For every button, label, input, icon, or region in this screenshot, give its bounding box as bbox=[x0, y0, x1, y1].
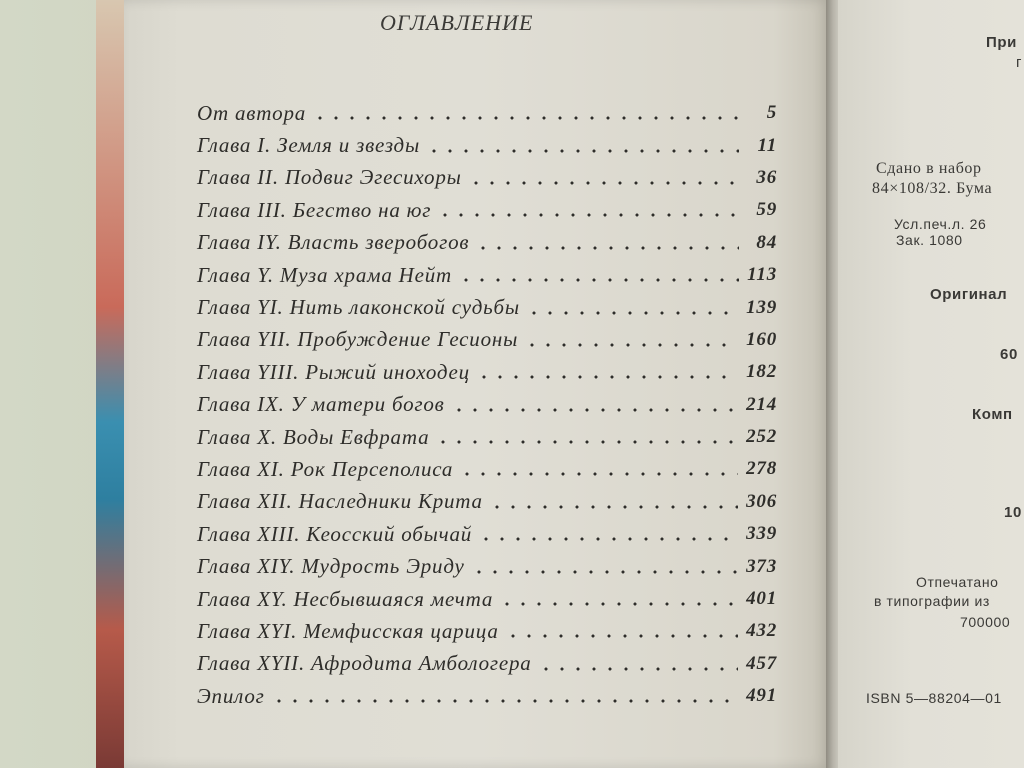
toc-entry-page: 278 bbox=[746, 458, 777, 480]
toc-entry-title: Глава XI. Рок Персеполиса bbox=[197, 456, 454, 481]
toc-entry-page: 139 bbox=[746, 296, 777, 318]
imprint-line: 84×108/32. Бума bbox=[872, 180, 993, 197]
toc-leader-dots bbox=[459, 472, 738, 476]
right-page bbox=[838, 0, 1024, 768]
toc-entry-page: 160 bbox=[746, 328, 777, 350]
toc-entry bbox=[197, 259, 777, 291]
toc-entry bbox=[197, 356, 777, 388]
toc-entry-title: Глава YIII. Рыжий иноходец bbox=[197, 359, 470, 384]
toc-entry-title: Глава XIII. Кеосский обычай bbox=[197, 521, 473, 546]
toc-entry-page: 432 bbox=[746, 620, 777, 642]
toc-entry-page: 59 bbox=[756, 199, 777, 221]
toc-leader-dots bbox=[471, 570, 738, 574]
toc-entry-page: 84 bbox=[756, 231, 777, 253]
toc-entry bbox=[197, 194, 777, 226]
toc-entry-title: Глава IY. Власть зверобогов bbox=[197, 230, 470, 255]
toc-entry-page: 36 bbox=[756, 166, 777, 188]
toc-entry bbox=[197, 389, 777, 421]
toc-leader-dots bbox=[475, 246, 739, 250]
toc-leader-dots bbox=[476, 375, 738, 379]
toc-entry bbox=[197, 648, 777, 680]
toc-entry-title: Глава XY. Несбывшаяся мечта bbox=[197, 586, 494, 611]
toc-entry bbox=[197, 97, 777, 129]
toc-leader-dots bbox=[505, 634, 738, 638]
toc-entry bbox=[197, 227, 777, 259]
toc-leader-dots bbox=[526, 311, 738, 315]
toc-entry-title: Глава III. Бегство на юг bbox=[197, 197, 432, 222]
toc-entry-page: 457 bbox=[746, 652, 777, 674]
isbn-line: ISBN 5—88204—01 bbox=[866, 690, 1002, 706]
toc-heading: ОГЛАВЛЕНИЕ bbox=[380, 10, 534, 35]
toc-entry-page: 214 bbox=[746, 393, 777, 415]
toc-leader-dots bbox=[524, 343, 738, 347]
toc-entry-page: 339 bbox=[746, 523, 777, 545]
toc-entry-page: 401 bbox=[746, 588, 777, 610]
toc-entry-page: 182 bbox=[746, 361, 777, 383]
imprint-line: Комп bbox=[972, 406, 1013, 423]
toc-entry-title: Глава XIY. Мудрость Эриду bbox=[197, 554, 465, 579]
toc-entry bbox=[197, 518, 777, 550]
toc-entry-title: Глава Y. Муза храма Нейт bbox=[197, 262, 453, 287]
toc-entry bbox=[197, 421, 777, 453]
imprint-line: Оригинал bbox=[930, 286, 1008, 303]
toc-entry-title: Глава XYII. Афродита Амбологера bbox=[197, 651, 532, 676]
toc-entry-title: Глава II. Подвиг Эгесихоры bbox=[197, 165, 462, 190]
toc-entry-title: Глава YI. Нить лаконской судьбы bbox=[197, 295, 520, 320]
toc-entry-page: 252 bbox=[746, 426, 777, 448]
imprint-line: в типографии из bbox=[874, 593, 990, 609]
toc-entry bbox=[197, 291, 777, 323]
toc-entry bbox=[197, 453, 777, 485]
toc-entry bbox=[197, 324, 777, 356]
imprint-line: 10 bbox=[1004, 504, 1022, 521]
toc-entry-title: Эпилог bbox=[197, 683, 265, 708]
toc-entry bbox=[197, 680, 777, 712]
toc-leader-dots bbox=[538, 667, 738, 671]
toc-entry-title: Глава X. Воды Евфрата bbox=[197, 424, 430, 449]
toc-leader-dots bbox=[437, 213, 739, 217]
toc-entry-page: 113 bbox=[747, 264, 777, 286]
toc-leader-dots bbox=[271, 699, 738, 703]
imprint-line: г bbox=[1016, 54, 1023, 71]
imprint-line: Усл.печ.л. 26 bbox=[894, 216, 987, 232]
toc-entry bbox=[197, 615, 777, 647]
toc-entry-page: 11 bbox=[757, 134, 777, 156]
toc-leader-dots bbox=[458, 278, 739, 282]
toc-leader-dots bbox=[451, 408, 738, 412]
toc-entry bbox=[197, 129, 777, 161]
imprint-line: 60 bbox=[1000, 346, 1018, 363]
imprint-line: Сдано в набор bbox=[876, 160, 982, 177]
toc-entry-page: 491 bbox=[746, 685, 777, 707]
imprint-line: При bbox=[986, 34, 1017, 51]
toc-leader-dots bbox=[478, 537, 738, 541]
toc-leader-dots bbox=[435, 440, 738, 444]
toc-entry-page: 373 bbox=[746, 555, 777, 577]
toc-entry-title: Глава XII. Наследники Крита bbox=[197, 489, 483, 514]
toc-entry-title: Глава I. Земля и звезды bbox=[197, 133, 420, 158]
imprint-line: 700000 bbox=[960, 614, 1011, 630]
toc-entry-page: 5 bbox=[766, 102, 777, 124]
toc-leader-dots bbox=[489, 505, 738, 509]
toc-leader-dots bbox=[468, 181, 739, 185]
imprint-line: Отпечатано bbox=[916, 574, 999, 590]
toc-entry-title: Глава XYI. Мемфисская царица bbox=[197, 618, 499, 643]
table-of-contents bbox=[197, 97, 777, 712]
toc-entry-title: Глава YII. Пробуждение Гесионы bbox=[197, 327, 519, 352]
toc-leader-dots bbox=[499, 602, 738, 606]
toc-entry bbox=[197, 583, 777, 615]
toc-entry bbox=[197, 550, 777, 582]
toc-leader-dots bbox=[312, 116, 739, 120]
imprint-line: Зак. 1080 bbox=[896, 232, 963, 248]
toc-entry bbox=[197, 486, 777, 518]
toc-entry-page: 306 bbox=[746, 490, 777, 512]
toc-entry-title: От автора bbox=[197, 100, 307, 125]
toc-leader-dots bbox=[426, 149, 739, 153]
toc-entry-title: Глава IX. У матери богов bbox=[197, 392, 445, 417]
toc-entry bbox=[197, 162, 777, 194]
